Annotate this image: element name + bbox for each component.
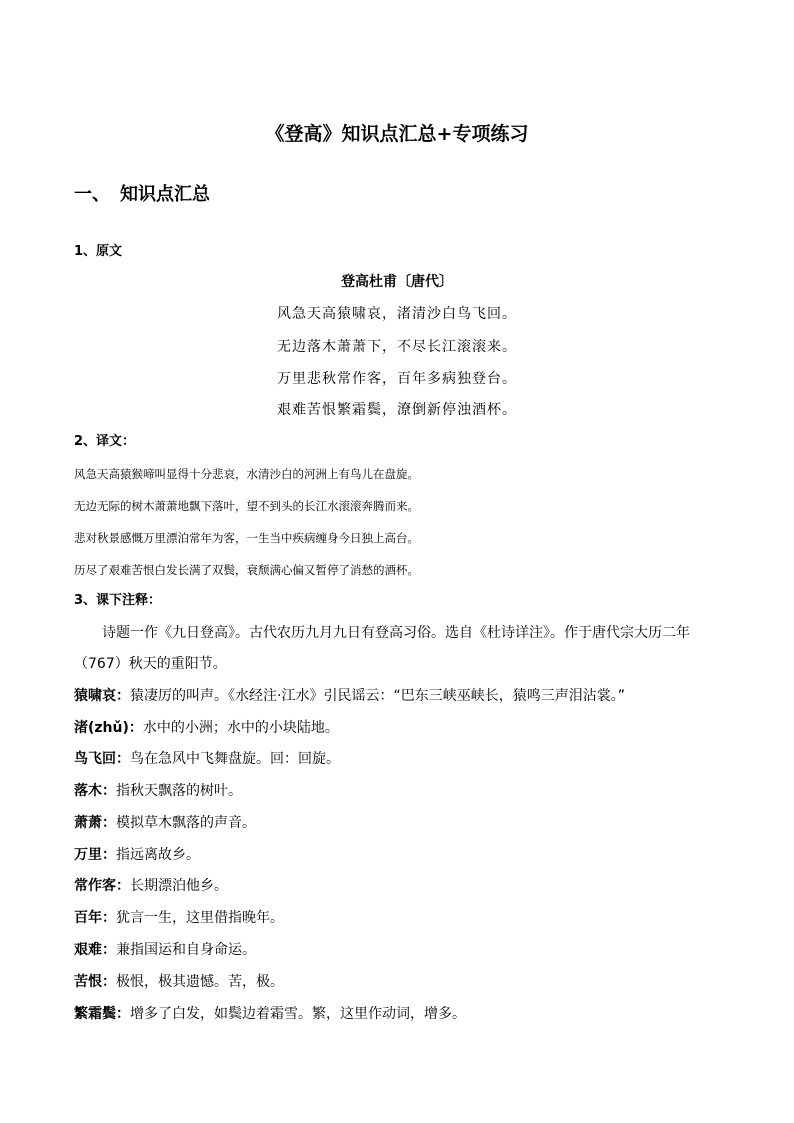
note-item bbox=[74, 749, 340, 769]
note-term: 落木： bbox=[74, 783, 116, 799]
note-item bbox=[74, 972, 284, 992]
intro-line: （767）秋天的重阳节。 bbox=[74, 656, 227, 672]
note-item bbox=[74, 876, 228, 896]
note-item bbox=[74, 845, 200, 865]
note-item bbox=[74, 718, 339, 738]
note-item bbox=[74, 940, 256, 960]
note-item bbox=[74, 686, 625, 706]
note-term: 鸟飞回： bbox=[74, 751, 130, 767]
note-item bbox=[74, 908, 284, 928]
poem-line: 艰难苦恨繁霜鬓，潦倒新停浊酒杯。 bbox=[277, 402, 517, 418]
note-term: 猿啸哀： bbox=[74, 688, 130, 704]
note-definition: 指远离故乡。 bbox=[116, 847, 200, 863]
note-definition: 模拟草木飘落的声音。 bbox=[116, 815, 256, 831]
section-heading bbox=[74, 181, 210, 209]
note-term: 艰难： bbox=[74, 942, 116, 958]
note-term: 渚(zhǔ)： bbox=[74, 720, 143, 736]
translation-line: 无边无际的树木萧萧地飘下落叶，望不到头的长江水滚滚奔腾而来。 bbox=[74, 499, 419, 513]
note-definition: 兼指国运和自身命运。 bbox=[116, 942, 256, 958]
intro-paragraph bbox=[74, 618, 734, 680]
poem-title: 登高杜甫〔唐代〕 bbox=[341, 274, 453, 290]
note-term: 万里： bbox=[74, 847, 116, 863]
note-definition: 指秋天飘落的树叶。 bbox=[116, 783, 242, 799]
intro-line: 诗题一作《九日登高》。古代农历九月九日有登高习俗。选自《杜诗详注》。作于唐代宗大历二年 bbox=[102, 625, 690, 641]
poem-line: 风急天高猿啸哀，渚清沙白鸟飞回。 bbox=[277, 306, 517, 322]
document-title: 《登高》知识点汇总+专项练习 bbox=[265, 123, 529, 145]
part-translation-label: 2、译文： bbox=[74, 434, 136, 449]
note-definition: 水中的小洲；水中的小块陆地。 bbox=[142, 720, 339, 736]
note-definition: 猿凄厉的叫声。《水经注·江水》引民谣云：“巴东三峡巫峡长，猿鸣三声泪沾裳。” bbox=[130, 688, 625, 704]
note-term: 苦恨： bbox=[74, 974, 116, 990]
note-term: 常作客： bbox=[74, 878, 130, 894]
translation-line: 悲对秋景感慨万里漂泊常年为客，一生当中疾病缠身今日独上高台。 bbox=[74, 531, 419, 545]
note-item bbox=[74, 813, 256, 833]
note-definition: 犹言一生，这里借指晚年。 bbox=[116, 910, 284, 926]
note-definition: 长期漂泊他乡。 bbox=[130, 878, 228, 894]
part-original-label: 1、原文 bbox=[74, 244, 123, 259]
note-item bbox=[74, 1004, 466, 1024]
note-term: 萧萧： bbox=[74, 815, 116, 831]
note-definition: 鸟在急风中飞舞盘旋。回：回旋。 bbox=[130, 751, 340, 767]
translation-line: 风急天高猿猴啼叫显得十分悲哀，水清沙白的河洲上有鸟儿在盘旋。 bbox=[74, 467, 419, 481]
note-definition: 增多了白发，如鬓边着霜雪。繁，这里作动词，增多。 bbox=[130, 1006, 466, 1022]
note-term: 百年： bbox=[74, 910, 116, 926]
note-definition: 极恨，极其遗憾。苦，极。 bbox=[116, 974, 284, 990]
section-title: 知识点汇总 bbox=[120, 184, 210, 205]
translation-line: 历尽了艰难苦恨白发长满了双鬓，衰颓满心偏又暂停了消愁的酒杯。 bbox=[74, 563, 419, 577]
poem-line: 万里悲秋常作客，百年多病独登台。 bbox=[277, 371, 517, 387]
part-notes-label: 3、课下注释： bbox=[74, 593, 162, 608]
note-item bbox=[74, 781, 242, 801]
poem-line: 无边落木萧萧下，不尽长江滚滚来。 bbox=[277, 339, 517, 355]
section-number: 一、 bbox=[74, 184, 110, 205]
note-term: 繁霜鬓： bbox=[74, 1006, 130, 1022]
